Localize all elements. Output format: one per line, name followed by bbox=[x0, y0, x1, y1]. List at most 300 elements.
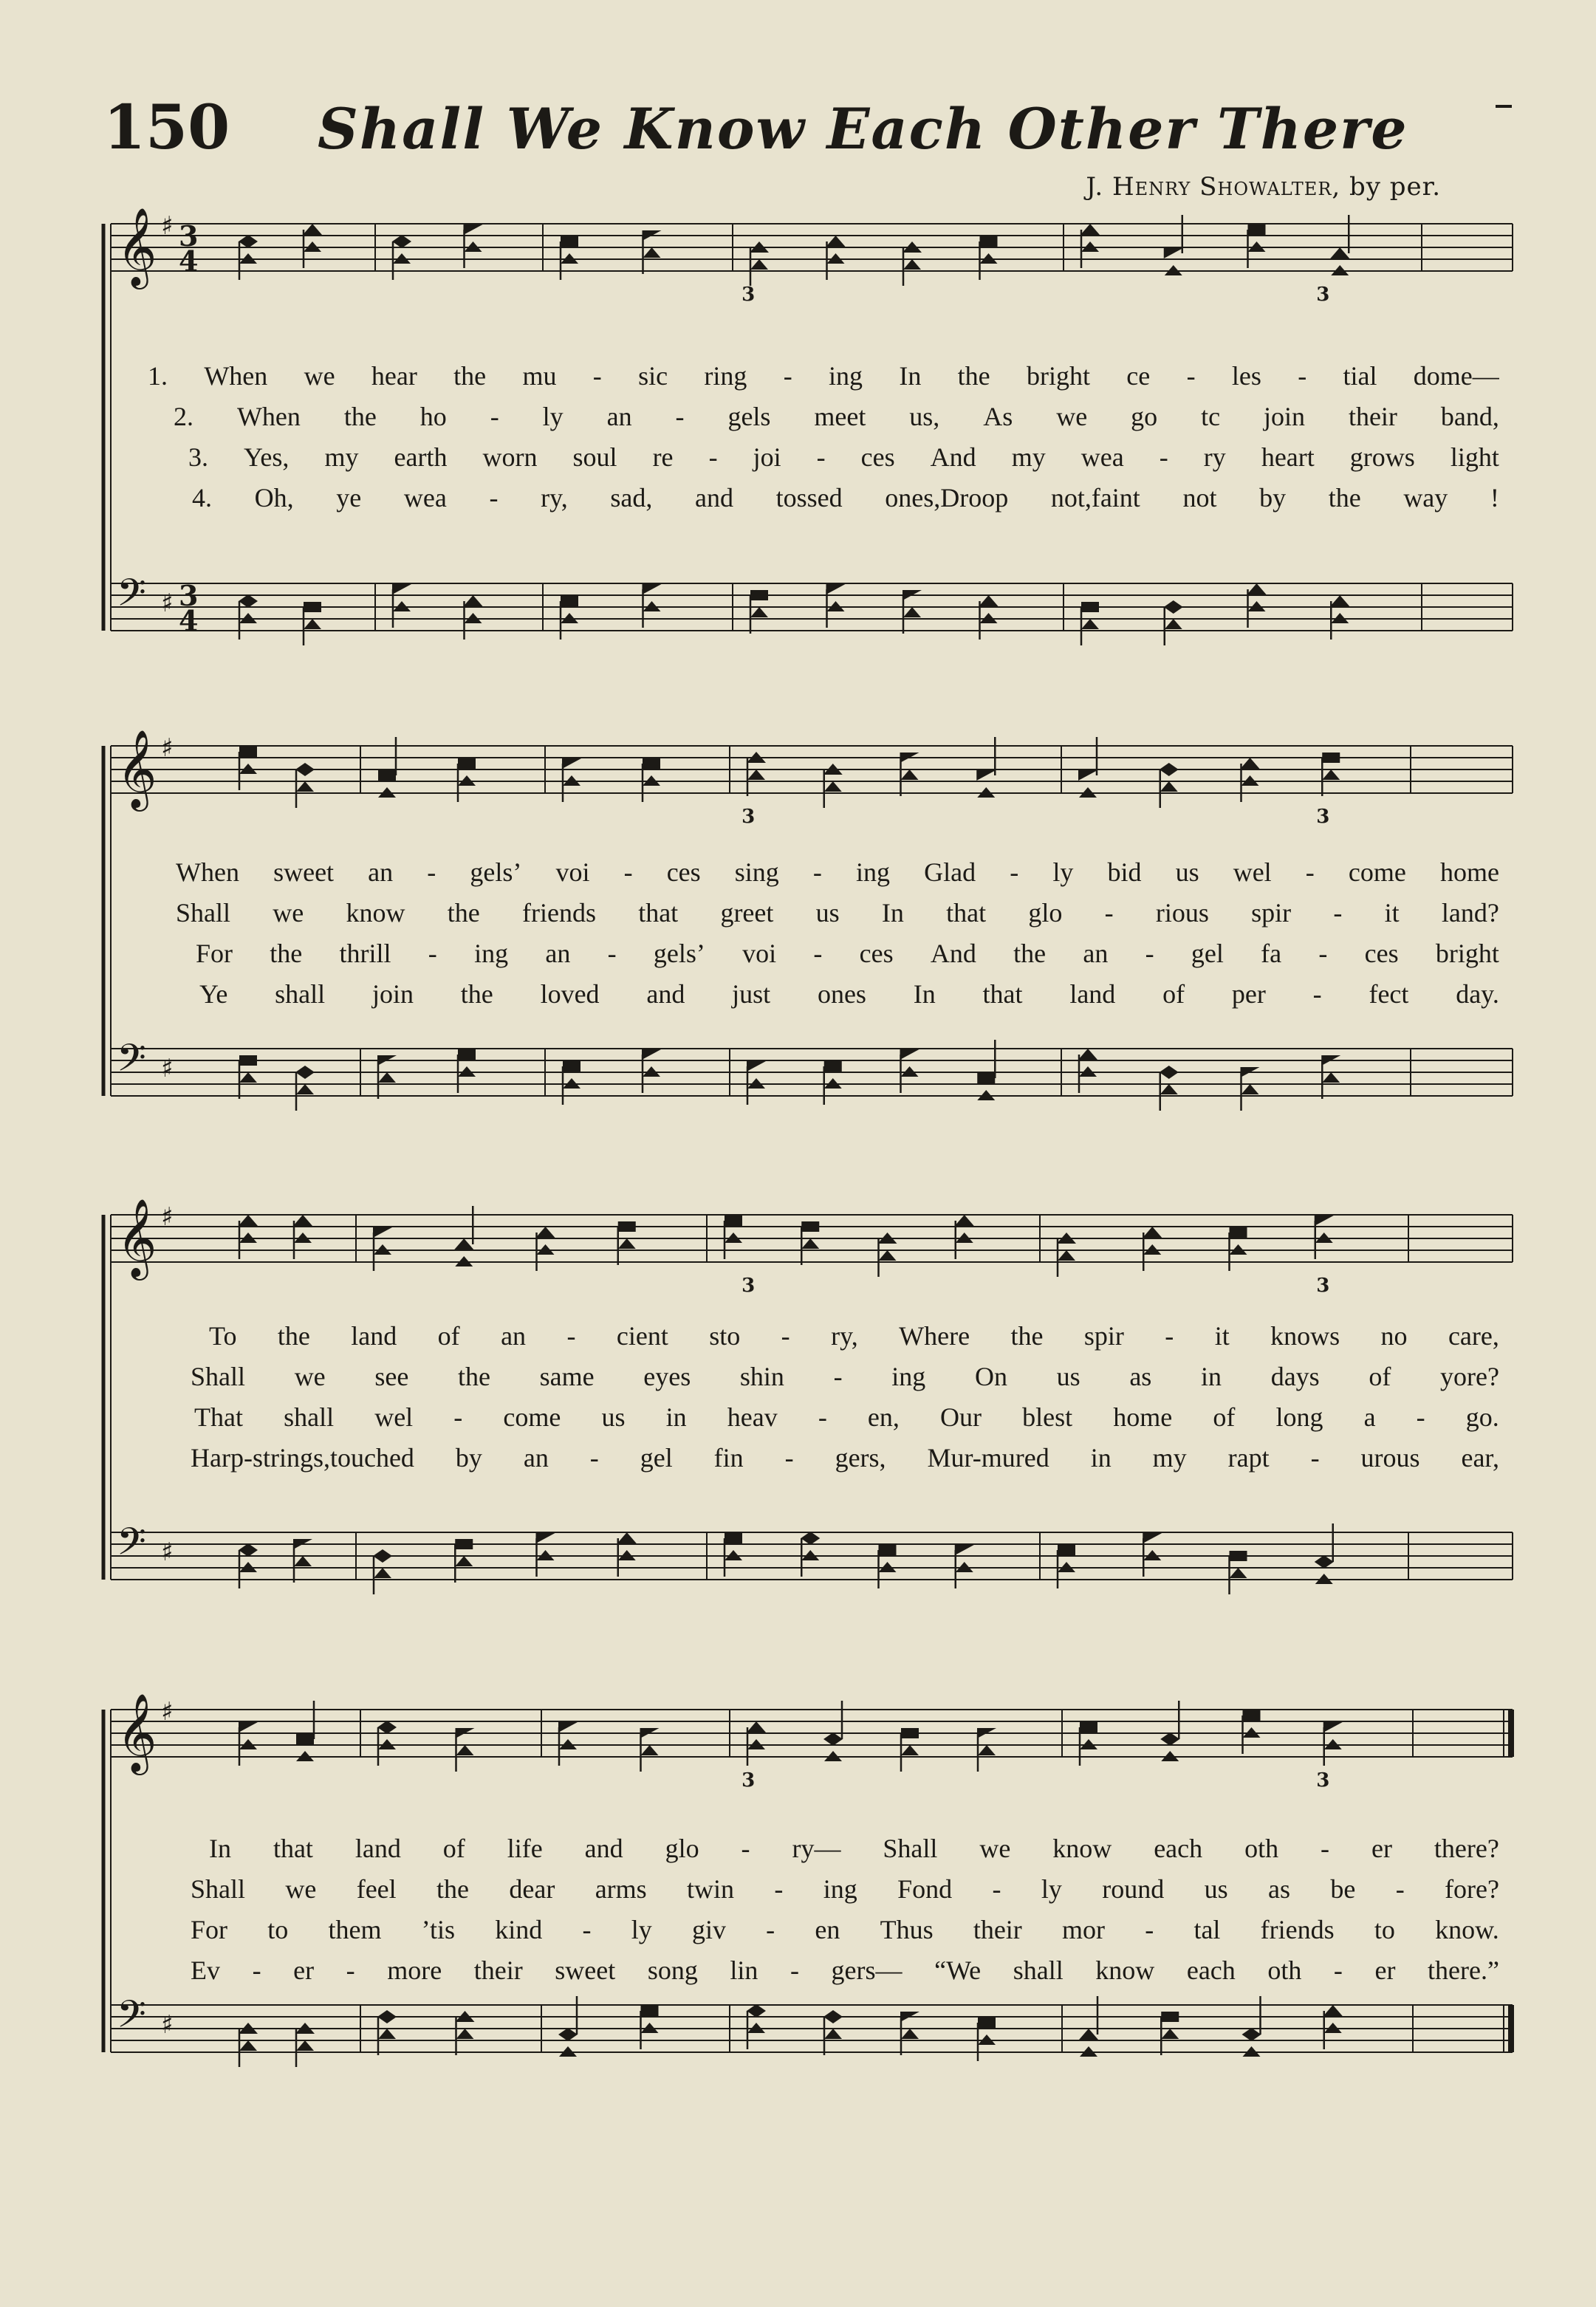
lyric-syllable: we bbox=[273, 898, 304, 928]
lyric-syllable: my bbox=[1152, 1443, 1187, 1473]
lyric-syllable: glo bbox=[665, 1834, 699, 1863]
shape-note bbox=[1080, 1722, 1097, 1732]
shape-note bbox=[643, 584, 662, 594]
lyric-syllable: round bbox=[1102, 1874, 1165, 1904]
lyric-syllable: When bbox=[176, 857, 239, 887]
lyric-syllable: In bbox=[209, 1834, 231, 1863]
lyric-syllable: tossed bbox=[775, 483, 843, 513]
lyric-syllable: - bbox=[790, 1955, 799, 1985]
lyric-syllable: ho bbox=[419, 402, 447, 431]
shape-note bbox=[747, 1061, 766, 1072]
lyric-syllable: And bbox=[930, 442, 976, 472]
lyric-syllable: 3. bbox=[188, 442, 208, 472]
lyric-syllable: an bbox=[1083, 939, 1109, 968]
shape-note bbox=[458, 758, 476, 769]
shape-note bbox=[239, 1072, 257, 1083]
lyric-syllable: and bbox=[646, 979, 685, 1009]
lyric-syllable: ces bbox=[860, 442, 895, 472]
lyric-syllable: ly bbox=[542, 402, 564, 431]
lyric-syllable: to bbox=[267, 1915, 289, 1944]
lyric-syllable: Fond bbox=[897, 1874, 953, 1904]
lyric-syllable: - bbox=[428, 939, 437, 968]
lyric-syllable: them bbox=[328, 1915, 382, 1944]
lyric-syllable: long bbox=[1275, 1402, 1323, 1432]
lyric-syllable: rious bbox=[1155, 898, 1209, 928]
system-3 bbox=[0, 1170, 1596, 1628]
shape-note bbox=[1160, 763, 1179, 776]
time-signature-lower: 4 bbox=[179, 604, 199, 637]
shape-note bbox=[295, 763, 315, 776]
time-signature-upper: 3 bbox=[179, 579, 199, 612]
shape-note bbox=[618, 1221, 636, 1232]
lyric-syllable: - bbox=[813, 939, 823, 968]
lyric-syllable: - bbox=[1010, 857, 1019, 887]
lyric-syllable: go. bbox=[1465, 1402, 1499, 1432]
lyric-syllable: - bbox=[781, 1321, 790, 1351]
shape-note bbox=[879, 1545, 897, 1555]
lyric-syllable: - bbox=[1321, 1834, 1330, 1863]
shape-note bbox=[901, 1745, 919, 1755]
shape-note bbox=[1143, 1533, 1162, 1543]
lyric-syllable: we bbox=[285, 1874, 317, 1904]
lyric-syllable: light bbox=[1450, 442, 1499, 472]
lyric-syllable: spir bbox=[1083, 1321, 1124, 1351]
shape-note bbox=[239, 1215, 258, 1226]
shape-note bbox=[1161, 2029, 1179, 2039]
lyric-syllable: it bbox=[1214, 1321, 1230, 1351]
lyric-syllable: Shall bbox=[176, 898, 231, 928]
lyric-syllable: sweet bbox=[273, 857, 335, 887]
bass-clef-icon: 𝄢 bbox=[117, 570, 146, 624]
lyric-syllable: - bbox=[623, 857, 633, 887]
lyric-syllable: per bbox=[1231, 979, 1266, 1009]
lyric-syllable: ing bbox=[891, 1362, 926, 1391]
lyric-syllable: ones,Droop bbox=[885, 483, 1009, 513]
lyric-syllable: - bbox=[675, 402, 685, 431]
lyric-syllable: - bbox=[582, 1915, 592, 1944]
final-bar-thick bbox=[1508, 1710, 1514, 1757]
shape-note bbox=[750, 259, 768, 270]
lyric-syllable: - bbox=[1318, 939, 1328, 968]
lyric-syllable: bright bbox=[1435, 939, 1499, 968]
lyric-syllable: that bbox=[638, 898, 679, 928]
lyric-syllable: ing bbox=[823, 1874, 857, 1904]
shape-note bbox=[725, 1216, 742, 1226]
shape-note bbox=[977, 1073, 995, 1083]
lyric-syllable: shall bbox=[1013, 1955, 1064, 1985]
shape-note bbox=[239, 1055, 257, 1066]
lyric-syllable: more bbox=[387, 1955, 442, 1985]
shape-note bbox=[561, 596, 578, 606]
bass-clef-icon: 𝄢 bbox=[117, 1035, 146, 1089]
lyric-syllable: ry— bbox=[792, 1834, 841, 1863]
lyric-syllable: fa bbox=[1261, 939, 1282, 968]
shape-note bbox=[561, 236, 578, 247]
lyric-syllable: an bbox=[523, 1443, 549, 1473]
lyric-syllable: be bbox=[1330, 1874, 1356, 1904]
shape-note bbox=[378, 2029, 396, 2039]
shape-note bbox=[1058, 1545, 1075, 1555]
shape-note bbox=[294, 1556, 312, 1566]
lyric-syllable: that bbox=[946, 898, 987, 928]
lyric-syllable: - bbox=[1298, 361, 1307, 391]
lyric-syllable: - bbox=[1145, 939, 1154, 968]
shape-note bbox=[1323, 1722, 1343, 1732]
lyric-syllable: - bbox=[783, 361, 792, 391]
lyric-syllable: of bbox=[1213, 1402, 1236, 1432]
lyric-syllable: sing bbox=[734, 857, 779, 887]
lyric-syllable: - bbox=[992, 1874, 1001, 1904]
shape-note bbox=[824, 2029, 842, 2039]
lyric-syllable: - bbox=[490, 402, 499, 431]
shape-note bbox=[558, 2028, 578, 2041]
shape-note bbox=[903, 259, 921, 270]
lyric-syllable: each bbox=[1186, 1955, 1236, 1985]
shape-note bbox=[747, 2004, 766, 2018]
lyric-syllable: days bbox=[1270, 1362, 1320, 1391]
lyric-syllable: oth bbox=[1267, 1955, 1302, 1985]
lyric-syllable: my bbox=[1011, 442, 1046, 472]
lyric-syllable: en bbox=[815, 1915, 840, 1944]
lyric-syllable: an bbox=[368, 857, 394, 887]
lyric-syllable: by bbox=[1259, 483, 1287, 513]
lyric-syllable: Shall bbox=[191, 1874, 246, 1904]
shape-note bbox=[373, 1227, 392, 1238]
lyric-syllable: rapt bbox=[1227, 1443, 1270, 1473]
lyric-syllable: my bbox=[324, 442, 359, 472]
lyric-syllable: - bbox=[1333, 898, 1343, 928]
shape-note bbox=[750, 607, 768, 617]
triplet-mark: 3 bbox=[1316, 806, 1330, 828]
shape-note bbox=[879, 1250, 897, 1261]
treble-clef-icon: 𝄞 bbox=[117, 729, 157, 808]
shape-note bbox=[1164, 248, 1183, 258]
lyric-syllable: the bbox=[453, 361, 487, 391]
shape-note bbox=[377, 2010, 397, 2023]
treble-clef-icon: 𝄞 bbox=[117, 1198, 157, 1277]
shape-note bbox=[1323, 2005, 1343, 2016]
shape-note bbox=[295, 1066, 315, 1079]
treble-clef-icon: 𝄞 bbox=[117, 1693, 157, 1772]
lyric-syllable: earth bbox=[394, 442, 448, 472]
lyric-syllable: ’tis bbox=[421, 1915, 456, 1944]
lyric-syllable: - bbox=[1312, 979, 1322, 1009]
time-signature-upper: 3 bbox=[179, 219, 199, 253]
lyric-syllable: - bbox=[818, 1402, 827, 1432]
lyric-syllable: er bbox=[293, 1955, 315, 1985]
lyric-syllable: On bbox=[974, 1362, 1007, 1391]
shape-note bbox=[536, 1533, 555, 1543]
lyric-syllable: come bbox=[503, 1402, 561, 1432]
shape-note bbox=[304, 602, 321, 612]
treble-clef-icon: 𝄞 bbox=[117, 207, 157, 286]
lyric-syllable: us bbox=[815, 898, 840, 928]
lyric-syllable: 2. bbox=[174, 402, 193, 431]
lyric-line-verse-3 bbox=[196, 938, 1499, 969]
lyric-syllable: - bbox=[1145, 1915, 1154, 1944]
shape-note bbox=[980, 236, 998, 247]
lyric-syllable: land bbox=[351, 1321, 397, 1351]
lyric-syllable: wea bbox=[403, 483, 447, 513]
shape-note bbox=[455, 1539, 473, 1549]
lyric-syllable: bright bbox=[1026, 361, 1090, 391]
shape-note bbox=[1164, 600, 1183, 614]
shape-note bbox=[1247, 583, 1267, 594]
lyric-syllable: re bbox=[652, 442, 674, 472]
lyric-syllable: ly bbox=[1052, 857, 1074, 887]
lyric-syllable: tal bbox=[1193, 1915, 1221, 1944]
lyric-syllable: we bbox=[304, 361, 335, 391]
lyric-syllable: us, bbox=[909, 402, 940, 431]
lyric-syllable: ry, bbox=[541, 483, 568, 513]
lyric-syllable: ces bbox=[666, 857, 701, 887]
shape-note bbox=[826, 584, 846, 594]
lyric-syllable: fore? bbox=[1445, 1874, 1499, 1904]
lyric-syllable: - bbox=[453, 1402, 463, 1432]
shape-note bbox=[464, 595, 483, 606]
shape-note bbox=[641, 2006, 659, 2016]
shape-note bbox=[900, 1049, 919, 1060]
key-sharp-icon: ♯ bbox=[161, 211, 174, 241]
lyric-syllable: heav bbox=[727, 1402, 778, 1432]
lyric-syllable: the bbox=[436, 1874, 470, 1904]
lyric-line-verse-4 bbox=[192, 482, 1499, 513]
shape-note bbox=[1160, 1084, 1178, 1094]
lyric-syllable: gers— bbox=[831, 1955, 903, 1985]
lyric-syllable: ces bbox=[859, 939, 894, 968]
lyric-syllable: gels’ bbox=[470, 857, 522, 887]
shape-note bbox=[1315, 1216, 1334, 1226]
shape-note bbox=[643, 247, 661, 258]
lyric-syllable: see bbox=[374, 1362, 409, 1391]
lyric-syllable: ly bbox=[631, 1915, 652, 1944]
lyric-syllable: In bbox=[899, 361, 922, 391]
lyric-syllable: That bbox=[194, 1402, 243, 1432]
lyric-syllable: Harp-strings,touched bbox=[191, 1443, 414, 1473]
lyric-syllable: their bbox=[1348, 402, 1397, 431]
lyric-syllable: To bbox=[209, 1321, 237, 1351]
lyric-syllable: by bbox=[455, 1443, 482, 1473]
lyric-syllable: - bbox=[607, 939, 617, 968]
shape-note bbox=[725, 1533, 742, 1543]
lyric-syllable: know bbox=[1052, 1834, 1112, 1863]
bass-clef-icon: 𝄢 bbox=[117, 1992, 146, 2046]
lyric-syllable: ce bbox=[1126, 361, 1151, 391]
triplet-mark: 3 bbox=[742, 284, 756, 306]
lyric-line-verse-4 bbox=[191, 1442, 1499, 1473]
shape-note bbox=[378, 1072, 396, 1083]
lyric-syllable: oth bbox=[1244, 1834, 1279, 1863]
lyric-syllable: an bbox=[501, 1321, 527, 1351]
lyric-line-verse-1 bbox=[209, 1320, 1499, 1351]
shape-note bbox=[801, 1532, 820, 1545]
lyric-syllable: arms bbox=[595, 1874, 647, 1904]
shape-note bbox=[1330, 247, 1349, 258]
lyric-syllable: - bbox=[816, 442, 826, 472]
lyric-syllable: the bbox=[460, 979, 493, 1009]
lyric-syllable: er bbox=[1371, 1834, 1392, 1863]
lyric-syllable: blest bbox=[1022, 1402, 1073, 1432]
shape-note bbox=[1241, 758, 1260, 769]
lyric-syllable: that bbox=[273, 1834, 313, 1863]
shape-note bbox=[562, 758, 581, 769]
shape-note bbox=[377, 1721, 397, 1734]
lyric-syllable: home bbox=[1439, 857, 1499, 887]
shape-note bbox=[901, 769, 919, 780]
lyric-syllable: glo bbox=[1028, 898, 1063, 928]
lyric-syllable: ing bbox=[856, 857, 891, 887]
shape-note bbox=[823, 2010, 843, 2023]
lyric-syllable: way bbox=[1403, 483, 1448, 513]
lyric-line-verse-1 bbox=[209, 1833, 1499, 1864]
lyric-syllable: In bbox=[881, 898, 904, 928]
lyric-syllable: us bbox=[1204, 1874, 1228, 1904]
lyric-syllable: sad, bbox=[610, 483, 653, 513]
lyric-syllable: friends bbox=[521, 898, 596, 928]
lyric-syllable: twin bbox=[687, 1874, 735, 1904]
lyric-syllable: know bbox=[1095, 1955, 1155, 1985]
shape-note bbox=[239, 1722, 258, 1732]
lyric-syllable: In bbox=[913, 979, 936, 1009]
lyric-syllable: hear bbox=[371, 361, 417, 391]
lyric-syllable: - bbox=[784, 1443, 794, 1473]
shape-note bbox=[1322, 1072, 1340, 1083]
lyric-syllable: tial bbox=[1343, 361, 1377, 391]
triplet-mark: 3 bbox=[1316, 1769, 1330, 1792]
shape-note bbox=[239, 235, 258, 248]
shape-note bbox=[801, 1238, 819, 1249]
lyric-syllable: in bbox=[1201, 1362, 1222, 1391]
shape-note bbox=[1165, 619, 1182, 629]
page-mark bbox=[1496, 105, 1512, 108]
lyric-syllable: - bbox=[1395, 1874, 1405, 1904]
lyric-syllable: dome— bbox=[1413, 361, 1499, 391]
lyric-syllable: care, bbox=[1448, 1321, 1499, 1351]
lyric-syllable: life bbox=[507, 1834, 543, 1863]
final-bar-thick bbox=[1508, 2005, 1514, 2052]
lyric-syllable: - bbox=[1104, 898, 1114, 928]
shape-note bbox=[823, 1732, 843, 1746]
lyric-syllable: ing bbox=[829, 361, 863, 391]
shape-note bbox=[296, 781, 314, 792]
shape-note bbox=[304, 619, 321, 629]
shape-note bbox=[1161, 2012, 1179, 2022]
composer-name: J. Henry Showalter bbox=[1086, 172, 1332, 202]
lyric-syllable: - bbox=[489, 483, 499, 513]
lyric-syllable: yore? bbox=[1440, 1362, 1499, 1391]
lyric-syllable: - bbox=[592, 361, 602, 391]
shape-note bbox=[536, 1227, 555, 1238]
lyric-syllable: their bbox=[473, 1955, 523, 1985]
lyric-syllable: joi bbox=[753, 442, 781, 472]
shape-note bbox=[747, 769, 765, 780]
lyric-syllable: ly bbox=[1041, 1874, 1062, 1904]
lyric-syllable: Yes, bbox=[244, 442, 290, 472]
lyric-syllable: meet bbox=[814, 402, 866, 431]
lyric-syllable: grows bbox=[1349, 442, 1415, 472]
key-sharp-icon: ♯ bbox=[161, 589, 174, 618]
lyric-syllable: Where bbox=[899, 1321, 970, 1351]
lyric-syllable: For bbox=[191, 1915, 228, 1944]
lyric-syllable: dear bbox=[509, 1874, 555, 1904]
lyric-syllable: er bbox=[1374, 1955, 1396, 1985]
lyric-syllable: knows bbox=[1270, 1321, 1340, 1351]
key-sharp-icon: ♯ bbox=[161, 1054, 174, 1083]
lyric-syllable: - bbox=[1159, 442, 1168, 472]
triplet-mark: 3 bbox=[1316, 1275, 1330, 1297]
lyric-line-verse-2 bbox=[191, 1874, 1499, 1905]
shape-note bbox=[979, 595, 999, 606]
lyric-syllable: - bbox=[766, 1915, 775, 1944]
lyric-syllable: Ev bbox=[191, 1955, 220, 1985]
lyric-syllable: Shall bbox=[883, 1834, 938, 1863]
shape-note bbox=[296, 1084, 314, 1094]
lyric-syllable: lin bbox=[730, 1955, 758, 1985]
lyric-syllable: and bbox=[584, 1834, 623, 1863]
lyric-syllable: of bbox=[442, 1834, 465, 1863]
shape-note bbox=[239, 747, 257, 757]
triplet-mark: 3 bbox=[1316, 284, 1330, 306]
shape-note bbox=[464, 224, 483, 235]
permission-note: , by per. bbox=[1332, 172, 1441, 202]
lyric-syllable: we bbox=[294, 1362, 326, 1391]
shape-note bbox=[563, 1061, 580, 1072]
lyric-syllable: Our bbox=[940, 1402, 982, 1432]
lyric-syllable: there.” bbox=[1428, 1955, 1499, 1985]
lyric-syllable: gers, bbox=[835, 1443, 886, 1473]
lyric-syllable: ring bbox=[704, 361, 747, 391]
lyric-syllable: - bbox=[566, 1321, 576, 1351]
shape-note bbox=[824, 1061, 842, 1072]
lyric-syllable: kind bbox=[495, 1915, 543, 1944]
lyric-syllable: When bbox=[204, 361, 268, 391]
lyric-syllable: Mur-mured bbox=[927, 1443, 1049, 1473]
lyric-syllable: land? bbox=[1441, 898, 1499, 928]
lyric-syllable: and bbox=[694, 483, 733, 513]
lyric-syllable: join bbox=[371, 979, 414, 1009]
lyric-syllable: - bbox=[1186, 361, 1196, 391]
bass-clef-icon: 𝄢 bbox=[117, 1519, 146, 1573]
triplet-mark: 3 bbox=[742, 1769, 756, 1792]
lyric-syllable: When bbox=[236, 402, 301, 431]
shape-note bbox=[750, 590, 768, 600]
lyric-line-verse-2 bbox=[176, 897, 1499, 928]
lyric-syllable: “We bbox=[934, 1955, 982, 1985]
lyric-syllable: - bbox=[812, 857, 822, 887]
lyric-syllable: in bbox=[665, 1402, 687, 1432]
triplet-mark: 3 bbox=[742, 806, 756, 828]
lyric-syllable: - bbox=[427, 857, 436, 887]
shape-note bbox=[976, 770, 996, 781]
shape-note bbox=[374, 1568, 391, 1578]
lyric-syllable: shall bbox=[275, 979, 326, 1009]
lyric-syllable: urous bbox=[1360, 1443, 1420, 1473]
lyric-syllable: the bbox=[343, 402, 377, 431]
lyric-syllable: - bbox=[1305, 857, 1315, 887]
shape-note bbox=[1243, 1710, 1261, 1721]
lyric-syllable: thrill bbox=[339, 939, 391, 968]
shape-note bbox=[378, 770, 396, 781]
shape-note bbox=[1230, 1227, 1247, 1238]
shape-note bbox=[643, 758, 660, 769]
lyric-syllable: we bbox=[979, 1834, 1011, 1863]
lyric-syllable: know bbox=[346, 898, 405, 928]
lyric-syllable: - bbox=[252, 1955, 261, 1985]
lyric-syllable: ry bbox=[1203, 442, 1226, 472]
shape-note bbox=[454, 1238, 473, 1250]
lyric-syllable: ear, bbox=[1461, 1443, 1499, 1473]
shape-note bbox=[1242, 2028, 1261, 2041]
